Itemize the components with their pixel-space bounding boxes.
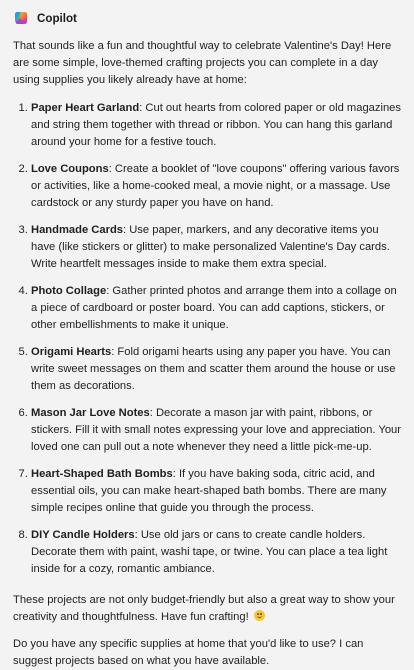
message-outro — [13, 592, 402, 626]
list-item-text: : Gather printed photos and arrange them into a collage on a piece of cardboard or poster board. You can add captions, stickers, or other embellishments to make it unique. — [31, 285, 397, 331]
list-item-title: DIY Candle Holders — [31, 529, 135, 541]
copilot-logo-icon — [13, 10, 29, 26]
list-item-title: Handmade Cards — [31, 224, 124, 236]
list-item — [31, 527, 402, 578]
list-item — [31, 283, 402, 334]
list-item — [31, 466, 402, 517]
list-item-title: Mason Jar Love Notes — [31, 407, 150, 419]
smiling-face-icon — [254, 610, 265, 621]
list-item-text: : Cut out hearts from colored paper or old magazines and string them together with thread or ribbon. You can hang this garland around your home for a festive touch. — [31, 102, 402, 148]
list-item-text: : Fold origami hearts using any paper you have. You can write sweet messages on them and scatter them around the house or use them as decorations. — [31, 346, 396, 392]
list-item-text: : Decorate a mason jar with paint, ribbons, or stickers. Fill it with small notes expressing your love and appreciation. Your loved one can pull out a note whenever they need a little pick-me-up. — [31, 407, 401, 453]
list-item-text: : Use paper, markers, and any decorative items you have (like stickers or glitter) to make personalized Valentine's Day cards. Write heartfelt messages inside to make them extra special. — [31, 224, 390, 270]
app-name: Copilot — [37, 11, 77, 25]
list-item — [31, 161, 402, 212]
list-item-text: : Create a booklet of "love coupons" offering various favors or activities, like a home-cooked meal, a movie night, or a massage. Use cardstock or any sturdy paper you have on hand. — [31, 163, 400, 209]
list-item-title: Heart-Shaped Bath Bombs — [31, 468, 173, 480]
list-item-title: Love Coupons — [31, 163, 109, 175]
list-item — [31, 344, 402, 395]
assistant-message — [13, 38, 402, 670]
list-item-text: : Use old jars or cans to create candle holders. Decorate them with paint, washi tape, or twine. You can place a tea light inside for a cozy, romantic ambiance. — [31, 529, 388, 575]
message-intro: That sounds like a fun and thoughtful way to celebrate Valentine's Day! Here are some simple, love-themed crafting projects you can complete in a day using supplies you likely already have at home: — [13, 40, 392, 86]
list-item-text: : If you have baking soda, citric acid, and essential oils, you can make heart-shaped bath bombs. There are many simple recipes online that guide you through the process. — [31, 468, 387, 514]
follow-up-question: Do you have any specific supplies at home that you'd like to use? I can suggest projects based on what you have available. — [13, 638, 364, 667]
list-item — [31, 222, 402, 273]
list-item — [31, 100, 402, 151]
assistant-header — [13, 8, 402, 28]
list-item-title: Photo Collage — [31, 285, 107, 297]
list-item-title: Paper Heart Garland — [31, 102, 140, 114]
list-item — [31, 405, 402, 456]
project-list — [13, 100, 402, 578]
list-item-title: Origami Hearts — [31, 346, 112, 358]
outro-text: These projects are not only budget-friendly but also a great way to show your creativity and thoughtfulness. Have fun crafting! — [13, 594, 395, 623]
